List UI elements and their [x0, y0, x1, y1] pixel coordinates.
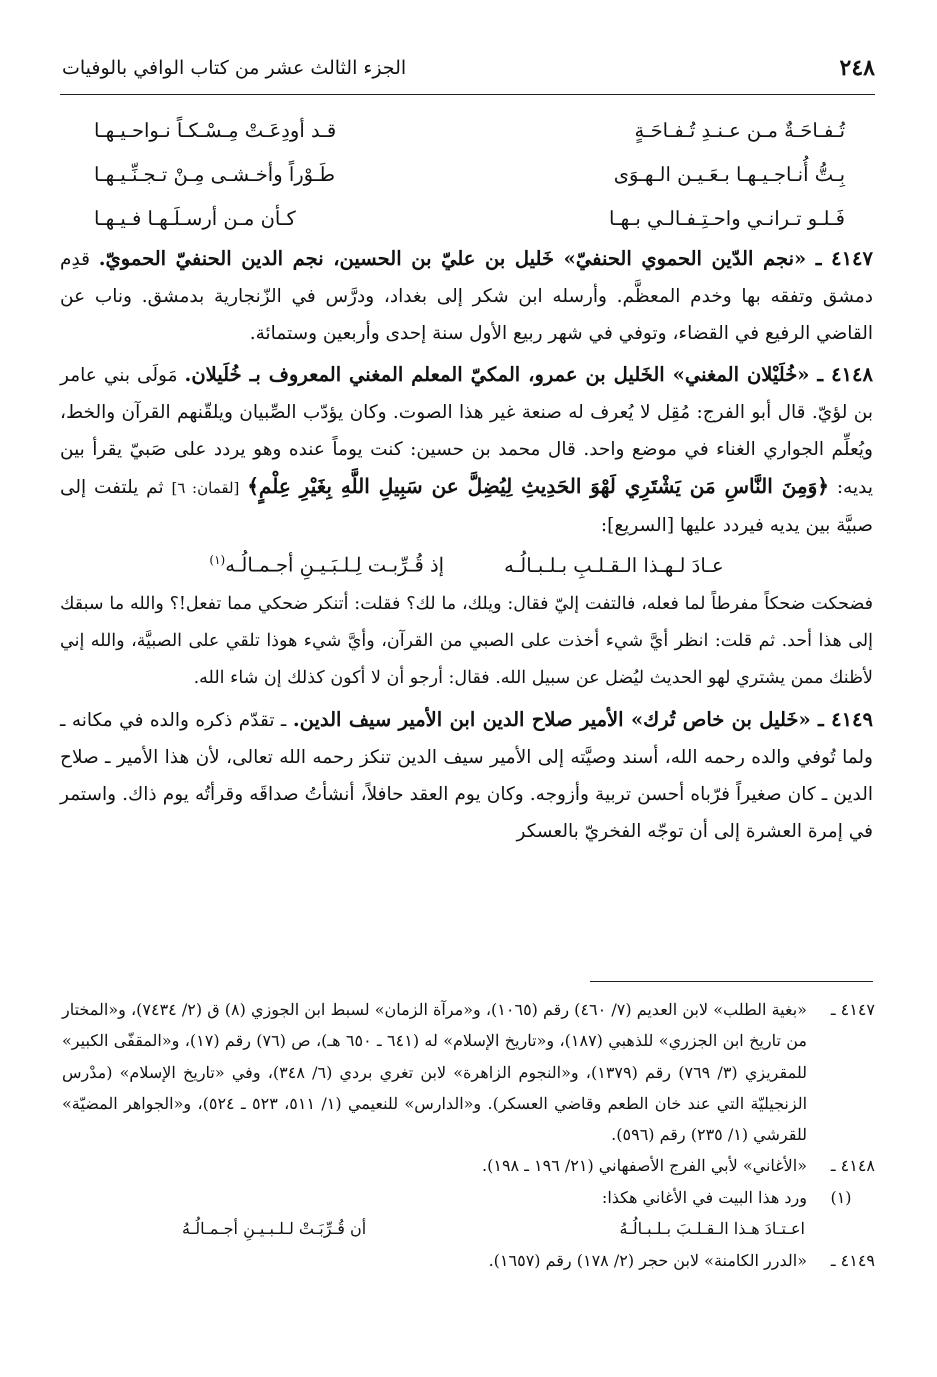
poem-hemistich-right: فَـلـو تـرانـي واحـتِـفـالـي بـهـا [609, 206, 845, 230]
footnote-verse-right: اعـتـادَ هـذا الـقـلـبَ بـلـبـالُـهُ [619, 1219, 805, 1239]
footnote-number: ٤١٤٧ ـ [830, 1000, 875, 1019]
entry-4148 [60, 356, 873, 544]
footnote-4148 [62, 1150, 875, 1181]
sari-verse [60, 544, 873, 586]
footnote-marker: (١) [209, 553, 226, 568]
entry-4149 [60, 701, 873, 850]
poem-hemistich-left: قـد أودِعَـتْ مِـسْـكـاً نـواحـيـهـا [94, 118, 337, 142]
footnote-1 [62, 1182, 875, 1213]
entry-4148-text-a: مَولَى بني عامر بن لؤيّ. قال أبو الفرج: مُقِل لا يُعرف له صنعة غير هذا الصوت. وكان يؤدّب الصِّبيان ويلقّنهم القرآن والخط، ويُعلِّم الجواري الغناء في موضع واحد. قال محمد بن حسين: كنت يوماً عنده وهو يردد على صَبيّ يقرأ بين يديه: [60, 365, 873, 498]
entry-4147 [60, 240, 873, 352]
entry-4149-text: ـ تقدّم ذكره والده في مكانه ـ ولما تُوفي والده رحمه الله، أسند وصيَّته إلى الأمير سيف الدين تنكز رحمه الله تعالى، لأن هذا الأمير ـ صلاح الدين ـ كان صغيراً فرّباه أحسن تربية وأزوجه. وكان يوم العقد حافلاً، أنشأتُ صداقَه وقرأتُه يوم ذاك. واستمر في إمرة العشرة إلى أن توجّه الفخريّ بالعسكر [60, 710, 873, 842]
footnote-divider [590, 981, 873, 982]
poem-hemistich-right: تُـفـاحَـةٌ مـن عـنـدِ تُـفـاحَـةٍ [634, 118, 845, 142]
entry-4148-text-b: ثم يلتفت إلى صبيَّة بين يديه فيردد عليها [السريع]: [60, 477, 873, 536]
running-title: الجزء الثالث عشر من كتاب الوافي بالوفيات [62, 57, 407, 79]
poem-hemistich-right: بِـتُّ أُنـاجـيـهـا بـعَـيـن الـهـوَى [613, 162, 845, 186]
entry-4147-heading: ٤١٤٧ ـ «نجم الدّين الحموي الحنفيّ» خَليل بن عليّ بن الحسين، نجم الدين الحنفيّ الحمويّ. [98, 247, 874, 270]
footnote-text: ورد هذا البيت في الأغاني هكذا: [601, 1187, 807, 1207]
page-number: ٢٤٨ [839, 55, 875, 81]
poem-line [60, 108, 873, 152]
footnote-number: ٤١٤٩ ـ [830, 1251, 875, 1271]
header-divider [60, 94, 875, 95]
entry-4148-heading: ٤١٤٨ ـ «خُلَيْلان المغني» الخَليل بن عمرو، المكيّ المعلم المغني المعروف بـ خُلَيلان. [184, 363, 873, 386]
verse-hemistich-left: إذ قُـرِّبـت لِـلـبَـيـنِ أجـمـالُـه$^{(١)}$ [209, 553, 445, 577]
quran-quote: ﴿وَمِنَ النَّاسِ مَن يَشْتَرِي لَهْوَ الحَدِيثِ لِيُضِلَّ عن سَبِيلِ اللَّهِ بِغَيْرِ عِلْمٍ﴾ [247, 474, 830, 498]
footnotes [62, 994, 875, 1276]
entry-4147-text: قدِم دمشق وتفقه بها وخدم المعظَّم. وأرسله ابن شكر إلى بغداد، ودرَّس في الزّنجارية بدمشق. وناب عن القاضي الرفيع في القضاء، وتوفي في شهر ربيع الأول سنة إحدى وأربعين وستمائة. [60, 249, 873, 344]
footnote-verse [62, 1213, 875, 1245]
poem-line [60, 152, 873, 196]
quran-reference: [لقمان: ٦] [171, 479, 240, 497]
entry-4149-heading: ٤١٤٩ ـ «خَليل بن خاص تُرك» الأمير صلاح الدين ابن الأمير سيف الدين. [292, 708, 873, 731]
poem-hemistich-left: طَـوْراً وأخـشـى مِـنْ تـجـنِّـيـهـا [94, 162, 335, 186]
footnote-text: «الأغاني» لأبي الفرج الأصفهاني (٢١/ ١٩٦ ـ ١٩٨). [482, 1156, 807, 1176]
poem-line [60, 196, 873, 240]
footnote-4147 [62, 994, 875, 1150]
footnote-number: ٤١٤٨ ـ [830, 1156, 875, 1176]
footnote-text: «الدرر الكامنة» لابن حجر (٢/ ١٧٨) رقم (١٦٥٧). [488, 1251, 807, 1271]
poem-hemistich-left: كـأن مـن أرسـلَـهـا فـيـهـا [94, 206, 296, 230]
verse-hemistich-right: عـادَ لـهـذا الـقـلـبِ بـلـبـالُـه [504, 553, 724, 577]
footnote-text: «بغية الطلب» لابن العديم (٧/ ٤٦٠) رقم (١٠٦٥)، و«مرآة الزمان» لسبط ابن الجوزي (٨) ق (٢/ ٧٤٣٤)، و«المختار من تاريخ ابن الجزري» للذهبي (١٨٧)، و«تاريخ الإسلام» له (٦٤١ ـ ٦٥٠ هـ)، ص (٧٦) رقم (١٧)، و«المقفّى الكبير» للمقريزي (٣/ ٧٦٩) رقم (١٣٧٩)، و«النجوم الزاهرة» لابن تغري بردي (٦/ ٣٤٨)، وفي «تاريخ الإسلام» (مدْرس الزنجيليّة التي عند خان الطعم وقاضي العسكر). و«الدارس» للنعيمي (١/ ٥١١، ٥٢٣ ـ ٥٢٤)، و«الجواهر المضيّة» للقرشي (١/ ٢٣٥) رقم (٥٩٦). [62, 1000, 808, 1145]
footnote-number: (١) [830, 1187, 852, 1207]
footnote-4149 [62, 1245, 875, 1276]
main-text [60, 108, 873, 850]
page-header [62, 48, 875, 88]
poem [60, 108, 873, 240]
entry-4148-dialog: فضحكت ضحكاً مفرطاً لما فعله، فالتفت إليّ فقال: ويلك، ما لك؟ فقلت: أتنكر ضحكي مما تفعل!؟ والله ما سبقك إلى هذا أحد. ثم قلت: انظر أيَّ شيء أخذت على الصبي من القرآن، وأيَّ شيء هوذا تلقي على الصبيَّة، والله إني لأظنك ممن يشتري لهو الحديث ليُضل عن سبيل الله. فقال: أرجو أن لا أكون كذلك إن شاء الله. [60, 594, 873, 688]
footnote-verse-left: أن قُـرِّبَـتْ لـلـبـيـنِ أجـمـالُـهُ [182, 1219, 367, 1239]
